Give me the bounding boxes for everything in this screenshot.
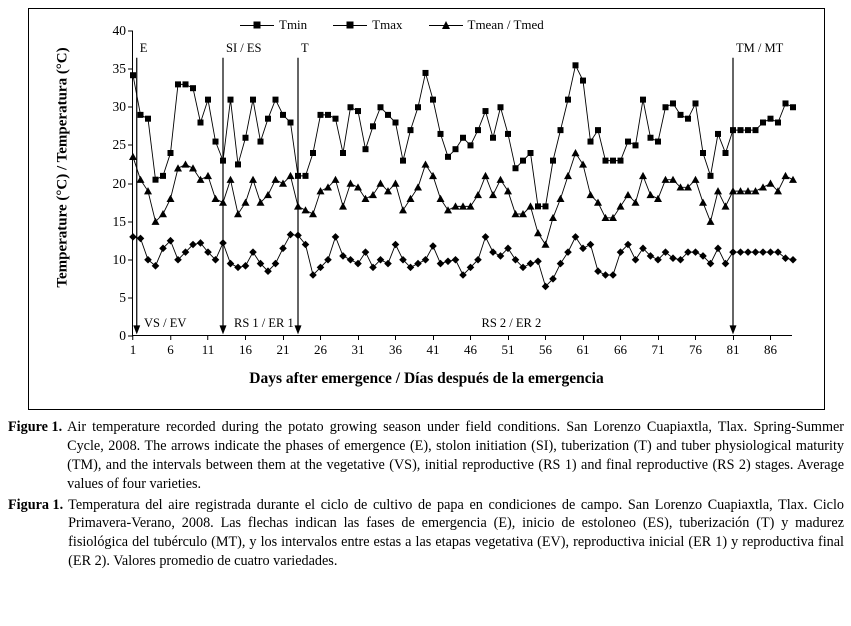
triangle-marker-icon — [442, 21, 450, 29]
x-axis-tick: 36 — [389, 335, 402, 358]
legend-line-tmax — [333, 25, 367, 26]
x-tick-mark — [245, 335, 246, 340]
phase-arrow-head-icon — [220, 325, 227, 334]
caption-english-lead: Figure 1. — [8, 419, 63, 435]
y-axis-tick: 40 — [113, 23, 134, 39]
chart-figure — [28, 8, 825, 410]
phase-label: SI / ES — [226, 41, 262, 56]
y-axis-tick: 5 — [119, 290, 133, 306]
stage-interval-label: RS 1 / ER 1 — [234, 316, 294, 331]
x-axis-tick: 66 — [614, 335, 627, 358]
x-axis-tick: 6 — [167, 335, 174, 358]
plot-wrapper — [29, 9, 824, 409]
x-axis-tick: 81 — [727, 335, 740, 358]
y-axis-title: Temperature (°C) / Temperatura (°C) — [54, 47, 71, 288]
caption-spanish-text: Temperatura del aire registrada durante el ciclo de cultivo de papa en condiciones de campo. San Lorenzo Cuapiaxtla, Tlax. Ciclo Primavera-Verano, 2008. Las flechas indican las fases de emergencia (E), inicio de estoloneo (ES), tuberización (T) y madurez fisiológica del tubérculo (MT), y los intervalos entre estas a las etapas vegetativa (EV), reproductiva inicial (ER 1) y reproductiva final (ER 2). Valores promedio de cuatro variedades. — [68, 496, 844, 570]
x-axis-tick: 26 — [314, 335, 327, 358]
x-tick-mark — [658, 335, 659, 340]
y-tick-mark — [128, 69, 133, 70]
y-tick-mark — [128, 259, 133, 260]
stage-interval-label: VS / EV — [144, 316, 187, 331]
y-tick-mark — [128, 145, 133, 146]
x-axis-tick: 61 — [577, 335, 590, 358]
legend-label-tmax: Tmax — [372, 17, 403, 32]
x-tick-mark — [470, 335, 471, 340]
x-axis-tick: 86 — [764, 335, 777, 358]
x-tick-mark — [170, 335, 171, 340]
series-tmean-tmed — [129, 149, 797, 248]
legend-item-tmax — [333, 17, 402, 33]
series-tmin — [129, 231, 797, 290]
legend-line-tmin — [240, 25, 274, 26]
legend-item-tmean — [429, 17, 544, 33]
x-tick-mark — [545, 335, 546, 340]
x-axis-tick: 56 — [539, 335, 552, 358]
y-axis-tick: 25 — [113, 137, 134, 153]
x-tick-mark — [320, 335, 321, 340]
x-tick-mark — [695, 335, 696, 340]
x-axis-tick: 31 — [352, 335, 365, 358]
y-tick-mark — [128, 297, 133, 298]
phase-arrow-head-icon — [295, 325, 302, 334]
y-axis-tick: 30 — [113, 99, 134, 115]
x-tick-mark — [583, 335, 584, 340]
phase-label: T — [301, 41, 309, 56]
phase-arrow-head-icon — [730, 325, 737, 334]
y-tick-mark — [128, 31, 133, 32]
x-tick-mark — [508, 335, 509, 340]
caption-spanish — [8, 496, 844, 572]
legend-label-tmean: Tmean / Tmed — [467, 17, 544, 32]
y-axis-tick: 20 — [113, 176, 134, 192]
caption-spanish-lead: Figura 1. — [8, 496, 64, 513]
x-tick-mark — [358, 335, 359, 340]
y-tick-mark — [128, 183, 133, 184]
x-axis-tick: 11 — [202, 335, 215, 358]
x-axis-tick: 71 — [652, 335, 665, 358]
x-axis-tick: 1 — [130, 335, 137, 358]
x-axis-title: Days after emergence / Días después de la emergencia — [249, 370, 604, 387]
x-axis-tick: 21 — [277, 335, 290, 358]
x-tick-mark — [620, 335, 621, 340]
x-tick-mark — [395, 335, 396, 340]
y-axis-tick: 15 — [113, 214, 134, 230]
phase-label: TM / MT — [736, 41, 784, 56]
series-layer — [133, 31, 793, 336]
x-axis-tick: 16 — [239, 335, 252, 358]
diamond-marker-icon — [254, 22, 261, 29]
x-axis-tick: 51 — [502, 335, 515, 358]
x-tick-mark — [208, 335, 209, 340]
x-axis-tick: 76 — [689, 335, 702, 358]
legend-line-tmean — [429, 25, 463, 26]
x-tick-mark — [133, 335, 134, 340]
y-tick-mark — [128, 107, 133, 108]
y-tick-mark — [128, 221, 133, 222]
x-axis-tick: 41 — [427, 335, 440, 358]
phase-arrow-head-icon — [133, 325, 140, 334]
caption-english-text: Air temperature recorded during the potato growing season under field conditions. San Lorenzo Cuapiaxtla, Tlax. Spring-Summer Cycle, 2008. The arrows indicate the phases of emergence (E), stolon initiation (SI), tuberization (T) and tuber physiological maturity (TM), and the intervals between them at the vegetative (VS), initial reproductive (RS 1) and final reproductive (RS 2) stages. Average values of four varieties. — [67, 419, 844, 492]
x-tick-mark — [733, 335, 734, 340]
y-axis-tick: 10 — [113, 252, 134, 268]
figure-caption — [8, 418, 844, 573]
x-tick-mark — [283, 335, 284, 340]
phase-label: E — [139, 41, 148, 56]
caption-english — [8, 418, 844, 494]
square-marker-icon — [347, 22, 354, 29]
chart-legend — [234, 15, 550, 35]
series-tmax — [130, 62, 796, 209]
legend-label-tmin: Tmin — [279, 17, 308, 32]
y-axis-tick: 0 — [119, 328, 133, 344]
legend-item-tmin — [240, 17, 307, 33]
y-axis-tick: 35 — [113, 61, 134, 77]
stage-interval-label: RS 2 / ER 2 — [481, 316, 542, 331]
x-axis-tick: 46 — [464, 335, 477, 358]
x-tick-mark — [433, 335, 434, 340]
x-tick-mark — [770, 335, 771, 340]
